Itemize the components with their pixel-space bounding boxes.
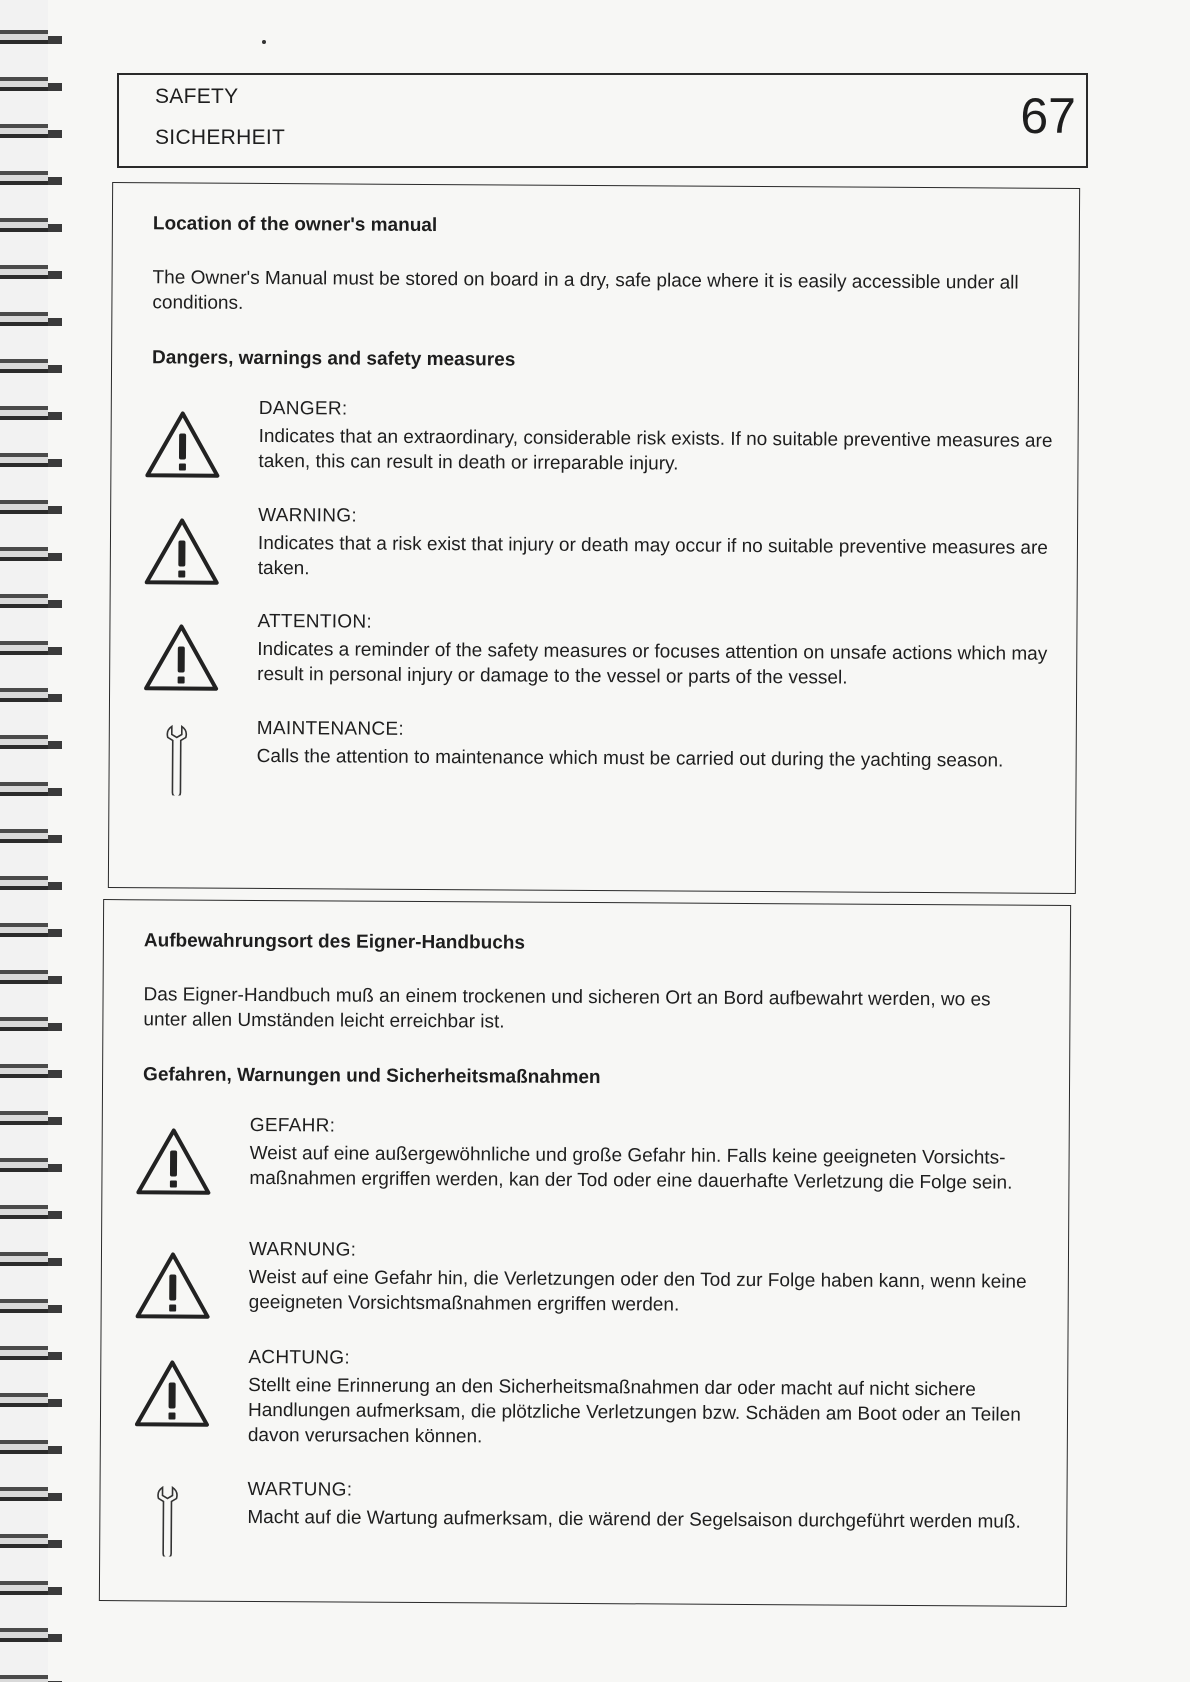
item-text: Weist auf eine Gefahr hin, die Verletzungen oder den Tod zur Folge haben kann, wenn keine geeigneten Vorsichtsmaßnahmen ergriffen werden. xyxy=(248,1266,1027,1316)
item-text: Stellt eine Erinnerung an den Sicherheitsmaßnahmen dar oder macht auf nicht sichere Handlungen aufmerksam, die plötzliche Verletzungen bzw. Schäden am Boot oder an Teilen davon verursachen können. xyxy=(247,1374,1021,1448)
wrench-icon xyxy=(132,1476,210,1556)
danger-item xyxy=(143,397,1053,492)
item-label: DANGER: xyxy=(258,397,348,420)
item-label: WARNUNG: xyxy=(248,1238,357,1261)
section-title-en: SAFETY xyxy=(155,85,239,108)
item-label: WARNING: xyxy=(258,504,358,527)
warning-triangle-icon xyxy=(143,409,221,479)
german-safety-section xyxy=(99,899,1071,1607)
location-text: Das Eigner-Handbuch muß an einem trockenen und sicheren Ort an Bord aufbewahrt werden, wo es unter allen Umständen leicht erreichbar ist. xyxy=(143,984,991,1033)
item-text: Indicates a reminder of the safety measures or focuses attention on unsafe actions which may result in personal injury or damage to the vessel or parts of the vessel. xyxy=(257,638,1048,689)
spiral-binding xyxy=(0,0,62,1682)
page-header xyxy=(117,73,1088,168)
warning-triangle-icon xyxy=(133,1358,211,1428)
item-text: Macht auf die Wartung aufmerksam, die wärend der Segelsaison durchgeführt werden muß. xyxy=(247,1506,1021,1533)
warning-triangle-icon xyxy=(142,622,220,692)
item-text: Weist auf eine außergewöhnliche und große Gefahr hin. Falls keine geeigneten Vorsichts-maßnahmen ergriffen werden, kan der Tod oder eine dauerhafte Verletzung die Folge sein. xyxy=(249,1142,1013,1194)
section-title-de: SICHERHEIT xyxy=(155,126,286,149)
location-text: The Owner's Manual must be stored on board in a dry, safe place where it is easily accessible under all conditions. xyxy=(152,267,1019,314)
item-label: WARTUNG: xyxy=(247,1478,353,1501)
english-safety-section xyxy=(108,182,1080,894)
warnung-item xyxy=(134,1238,1035,1333)
dangers-heading: Dangers, warnings and safety measures xyxy=(152,347,516,371)
item-text: Calls the attention to maintenance which must be carried out during the yachting season. xyxy=(256,745,1004,772)
warning-triangle-icon xyxy=(134,1250,212,1320)
achtung-item xyxy=(133,1346,1034,1448)
item-label: MAINTENANCE: xyxy=(256,717,405,740)
wartung-item xyxy=(132,1478,1033,1573)
attention-item xyxy=(142,610,1048,705)
location-heading: Aufbewahrungsort des Eigner-Handbuchs xyxy=(143,930,526,954)
item-label: ACHTUNG: xyxy=(248,1346,351,1369)
item-text: Indicates that a risk exist that injury or death may occur if no suitable preventive measures are taken. xyxy=(257,532,1048,580)
page-number: 67 xyxy=(1020,88,1076,144)
dangers-heading: Gefahren, Warnungen und Sicherheitsmaßnahmen xyxy=(143,1064,601,1089)
maintenance-item xyxy=(141,717,1042,812)
warning-item xyxy=(143,504,1048,599)
item-text: Indicates that an extraordinary, considerable risk exists. If no suitable preventive measures are taken, this can result in death or irreparable injury. xyxy=(258,425,1053,475)
item-label: GEFAHR: xyxy=(249,1114,336,1137)
gefahr-item xyxy=(134,1114,1035,1209)
location-heading: Location of the owner's manual xyxy=(152,213,438,237)
speck xyxy=(262,40,266,44)
warning-triangle-icon xyxy=(143,516,221,586)
wrench-icon xyxy=(141,715,219,795)
warning-triangle-icon xyxy=(134,1126,212,1196)
item-label: ATTENTION: xyxy=(257,610,373,633)
